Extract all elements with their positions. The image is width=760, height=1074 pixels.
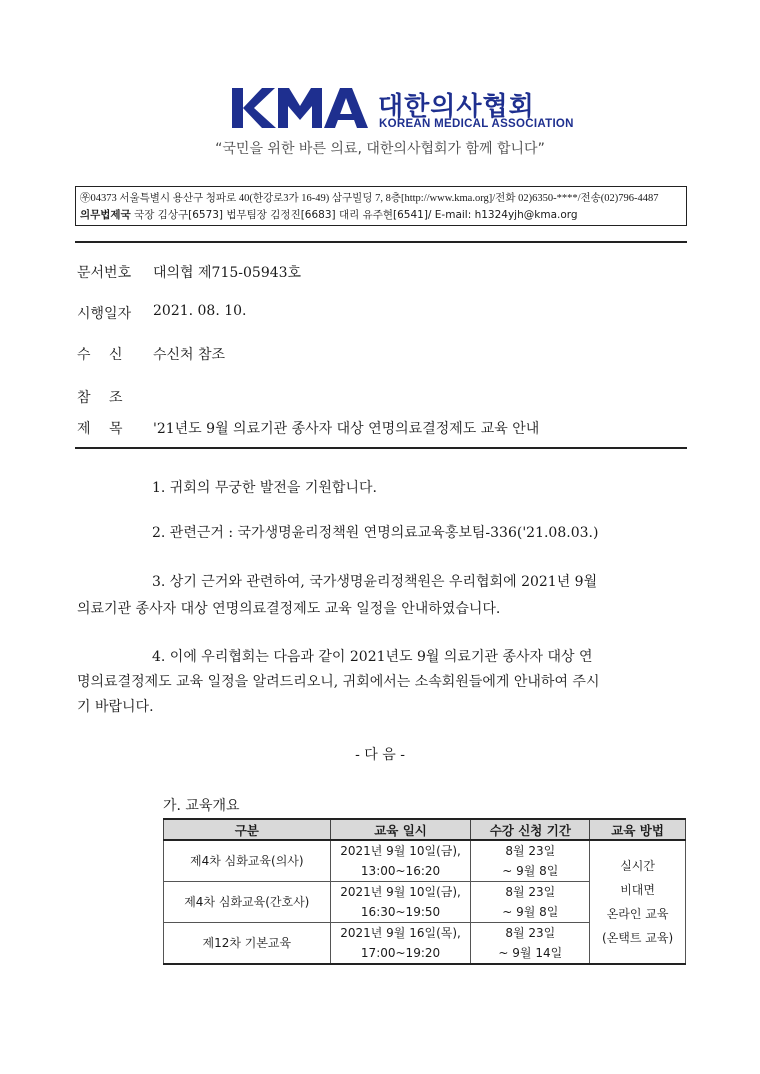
header-divider — [75, 241, 687, 243]
doc-no: 대의협 제715-05943호 — [153, 265, 302, 281]
schedule-table — [163, 818, 686, 965]
header-method: 교육 방법 — [590, 819, 686, 840]
row-apply-end: ~ 9월 14일 — [498, 946, 563, 960]
paragraph-4-line-2: 명의료결정제도 교육 일정을 알려드리오니, 귀회에서는 소속회원들에게 안내하여 주시 — [77, 674, 600, 690]
kma-logo — [232, 86, 372, 132]
row-category: 제4차 심화교육(간호사) — [164, 882, 331, 923]
paragraph-3-line-2: 의료기관 종사자 대상 연명의료결정제도 교육 일정을 안내하였습니다. — [77, 601, 501, 617]
method-line-1: 실시간 — [620, 859, 655, 873]
row-date: 2021년 9월 16일(목), — [340, 926, 461, 940]
subject-label: 제 목 — [77, 421, 123, 437]
following-heading: - 다 음 - — [355, 747, 405, 763]
header-apply-period: 수강 신청 기간 — [471, 819, 590, 840]
row-time: 17:00~19:20 — [360, 946, 441, 960]
recipient: 수신처 참조 — [153, 347, 226, 363]
row-date: 2021년 9월 10일(금), — [340, 885, 461, 899]
staff-info: 국장 김상구[6573] 법무팀장 김정진[6683] 대리 유주현[6541]/ E-mail: h1324yjh@kma.org — [134, 209, 578, 221]
row-apply — [471, 882, 590, 923]
method-line-3: 온라인 교육 — [606, 907, 669, 921]
table-row — [164, 840, 686, 882]
subject: '21년도 9월 의료기관 종사자 대상 연명의료결정제도 교육 안내 — [153, 421, 540, 437]
row-category: 제4차 심화교육(의사) — [164, 840, 331, 882]
header-date: 교육 일시 — [330, 819, 471, 840]
row-apply-end: ~ 9월 8일 — [502, 905, 559, 919]
method-line-4: (온택트 교육) — [602, 931, 674, 945]
org-name-korean: 대한의사협회 — [378, 92, 535, 122]
issue-date: 2021. 08. 10. — [153, 303, 247, 319]
paragraph-2: 2. 관련근거 : 국가생명윤리정책원 연명의료교육홍보팀-336('21.08.03.) — [152, 525, 599, 541]
row-datetime — [330, 923, 471, 965]
row-apply — [471, 923, 590, 965]
method-cell — [590, 840, 686, 964]
header-category: 구분 — [164, 819, 331, 840]
paragraph-4-line-3: 기 바랍니다. — [77, 699, 154, 715]
contact-staff — [80, 207, 578, 222]
slogan: “국민을 위한 바른 의료, 대한의사협회가 함께 합니다” — [215, 141, 545, 157]
row-apply-end: ~ 9월 8일 — [502, 864, 559, 878]
row-time: 16:30~19:50 — [360, 905, 441, 919]
subject-divider — [75, 447, 687, 449]
paragraph-3-line-1: 3. 상기 근거와 관련하여, 국가생명윤리정책원은 우리협회에 2021년 9월 — [152, 574, 598, 590]
method-line-2: 비대면 — [620, 883, 655, 897]
section-a-title: 가. 교육개요 — [163, 798, 240, 814]
contact-address: ㉾04373 서울특별시 용산구 청파로 40(한강로3가 16-49) 삼구빌딩 7, 8층[http://www.kma.org]/전화 02)6350-****/전송(02)796-4487 — [80, 193, 659, 204]
row-datetime — [330, 840, 471, 882]
date-label: 시행일자 — [77, 306, 132, 322]
paragraph-4-line-1: 4. 이에 우리협회는 다음과 같이 2021년도 9월 의료기관 종사자 대상 연 — [152, 649, 593, 665]
recipient-label: 수 신 — [77, 347, 123, 363]
row-apply-start: 8월 23일 — [505, 844, 556, 858]
department-name: 의무법제국 — [80, 209, 131, 221]
table-header-row — [164, 819, 686, 840]
reference-label: 참 조 — [77, 390, 123, 406]
row-time: 13:00~16:20 — [360, 864, 441, 878]
paragraph-1: 1. 귀회의 무궁한 발전을 기원합니다. — [152, 480, 377, 496]
row-apply-start: 8월 23일 — [505, 885, 556, 899]
row-date: 2021년 9월 10일(금), — [340, 844, 461, 858]
row-apply — [471, 840, 590, 882]
row-apply-start: 8월 23일 — [505, 926, 556, 940]
doc-no-label: 문서번호 — [77, 265, 132, 281]
row-datetime — [330, 882, 471, 923]
org-name-english: KOREAN MEDICAL ASSOCIATION — [379, 118, 574, 130]
row-category: 제12차 기본교육 — [164, 923, 331, 965]
